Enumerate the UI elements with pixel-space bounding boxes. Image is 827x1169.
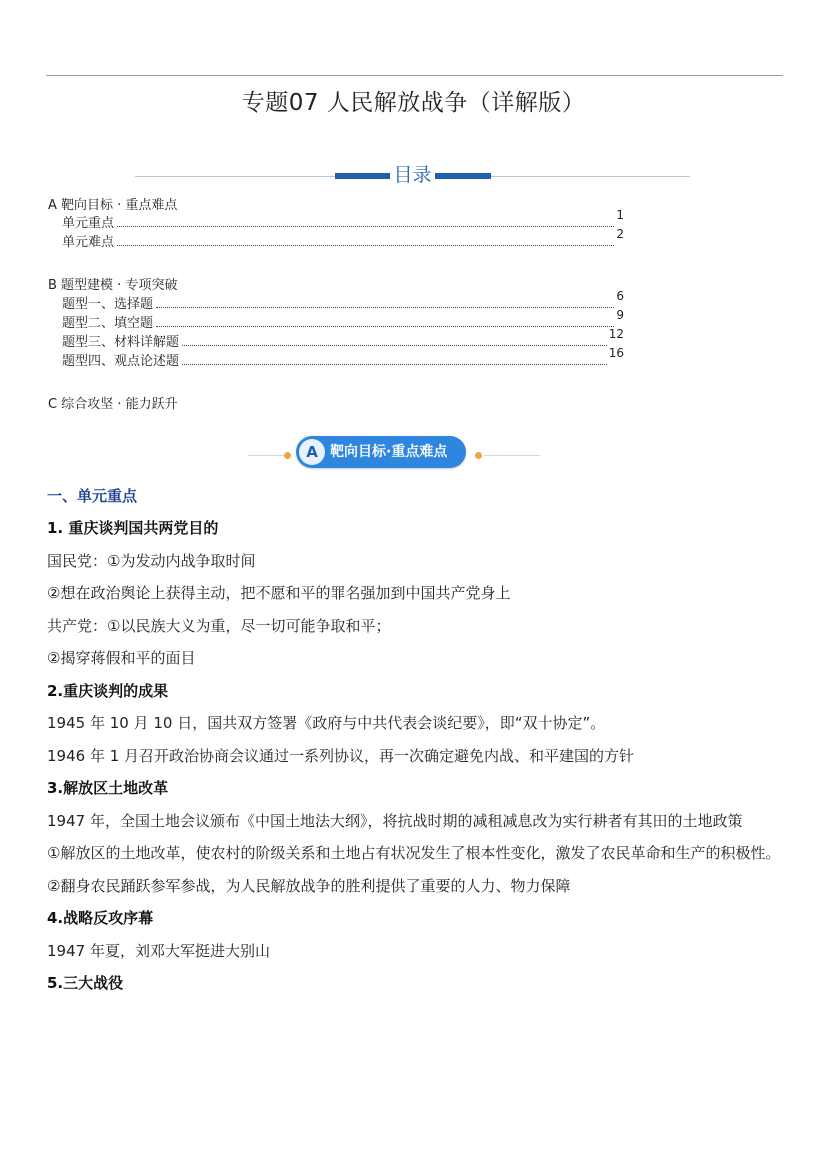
topic-heading: 1. 重庆谈判国共两党目的 xyxy=(47,519,219,537)
toc-heading-label: 目录 xyxy=(393,164,432,186)
toc-section-b: B 题型建模 · 专项突破 xyxy=(48,278,178,293)
banner-dot-right xyxy=(475,452,482,459)
toc-section-a: A 靶向目标 · 重点难点 xyxy=(48,198,178,213)
paragraph: ②想在政治舆论上获得主动，把不愿和平的罪名强加到中国共产党身上 xyxy=(47,584,511,602)
toc-leader xyxy=(117,245,614,246)
toc-rule-left xyxy=(135,176,335,177)
toc-leader xyxy=(117,226,614,227)
toc-bar-left xyxy=(335,173,390,179)
toc-entry[interactable] xyxy=(62,307,624,331)
banner-rule-right xyxy=(484,455,540,456)
toc-leader xyxy=(182,364,607,365)
paragraph: 共产党：①以民族大义为重，尽一切可能争取和平； xyxy=(47,616,391,635)
banner-text: 靶向目标·重点难点 xyxy=(330,444,448,460)
toc-entry-text: 单元重点 xyxy=(62,216,115,231)
banner-rule-left xyxy=(248,455,284,456)
toc-entry-page: 12 xyxy=(608,326,624,341)
toc-entry[interactable] xyxy=(62,288,624,312)
toc-entry-text: 单元难点 xyxy=(62,235,115,250)
paragraph: ②揭穿蒋假和平的面目 xyxy=(47,649,196,667)
top-rule xyxy=(46,75,783,76)
topic-heading: 2.重庆谈判的成果 xyxy=(47,681,169,700)
toc-leader xyxy=(156,307,614,308)
document-body xyxy=(47,480,787,1000)
paragraph: 1946 年 1 月召开政治协商会议通过一系列协议，再一次确定避免内战、和平建国的方针 xyxy=(47,746,635,765)
paragraph: 1945 年 10 月 10 日，国共双方签署《政府与中共代表会谈纪要》，即“双十协定”。 xyxy=(47,714,606,732)
toc-entry-page: 9 xyxy=(616,307,624,322)
toc-entry[interactable] xyxy=(62,326,624,350)
toc-entry[interactable] xyxy=(62,226,624,250)
toc-entry-text: 题型四、观点论述题 xyxy=(62,354,180,369)
toc-leader xyxy=(156,326,614,327)
topic-heading: 3.解放区土地改革 xyxy=(47,779,169,797)
doc-title: 专题07 人民解放战争（详解版） xyxy=(241,90,586,116)
toc-bar-right xyxy=(435,173,491,179)
banner-pill xyxy=(296,436,466,468)
toc-entry-page: 2 xyxy=(616,226,624,241)
toc-entry[interactable] xyxy=(62,345,624,369)
section-heading: 一、单元重点 xyxy=(47,487,138,505)
toc-entry-page: 16 xyxy=(608,345,624,360)
toc-entry-page: 6 xyxy=(616,288,624,303)
paragraph: 国民党：①为发动内战争取时间 xyxy=(47,551,256,570)
toc-entry-text: 题型一、选择题 xyxy=(62,297,154,312)
toc-section-c: C 综合攻坚 · 能力跃升 xyxy=(48,397,178,412)
section-banner xyxy=(248,436,548,470)
toc-entry-page: 1 xyxy=(616,207,624,222)
topic-heading: 5.三大战役 xyxy=(47,974,124,992)
toc-rule-right xyxy=(491,176,690,177)
paragraph: ①解放区的土地改革，使农村的阶级关系和土地占有状况发生了根本性变化，激发了农民革命和生产的积极性。 xyxy=(47,844,781,862)
toc-entry[interactable] xyxy=(62,207,624,231)
paragraph: ②翻身农民踊跃参军参战，为人民解放战争的胜利提供了重要的人力、物力保障 xyxy=(47,876,571,895)
banner-badge: A xyxy=(299,439,325,465)
paragraph: 1947 年夏，刘邓大军挺进大别山 xyxy=(47,941,270,960)
toc-entry-text: 题型三、材料详解题 xyxy=(62,335,180,350)
toc-leader xyxy=(182,345,607,346)
paragraph: 1947 年，全国土地会议颁布《中国土地法大纲》，将抗战时期的减租减息改为实行耕者有其田的土地政策 xyxy=(47,811,743,830)
topic-heading: 4.战略反攻序幕 xyxy=(47,909,154,927)
toc-heading xyxy=(135,160,690,184)
banner-dot-left xyxy=(284,452,291,459)
toc-entry-text: 题型二、填空题 xyxy=(62,316,154,331)
